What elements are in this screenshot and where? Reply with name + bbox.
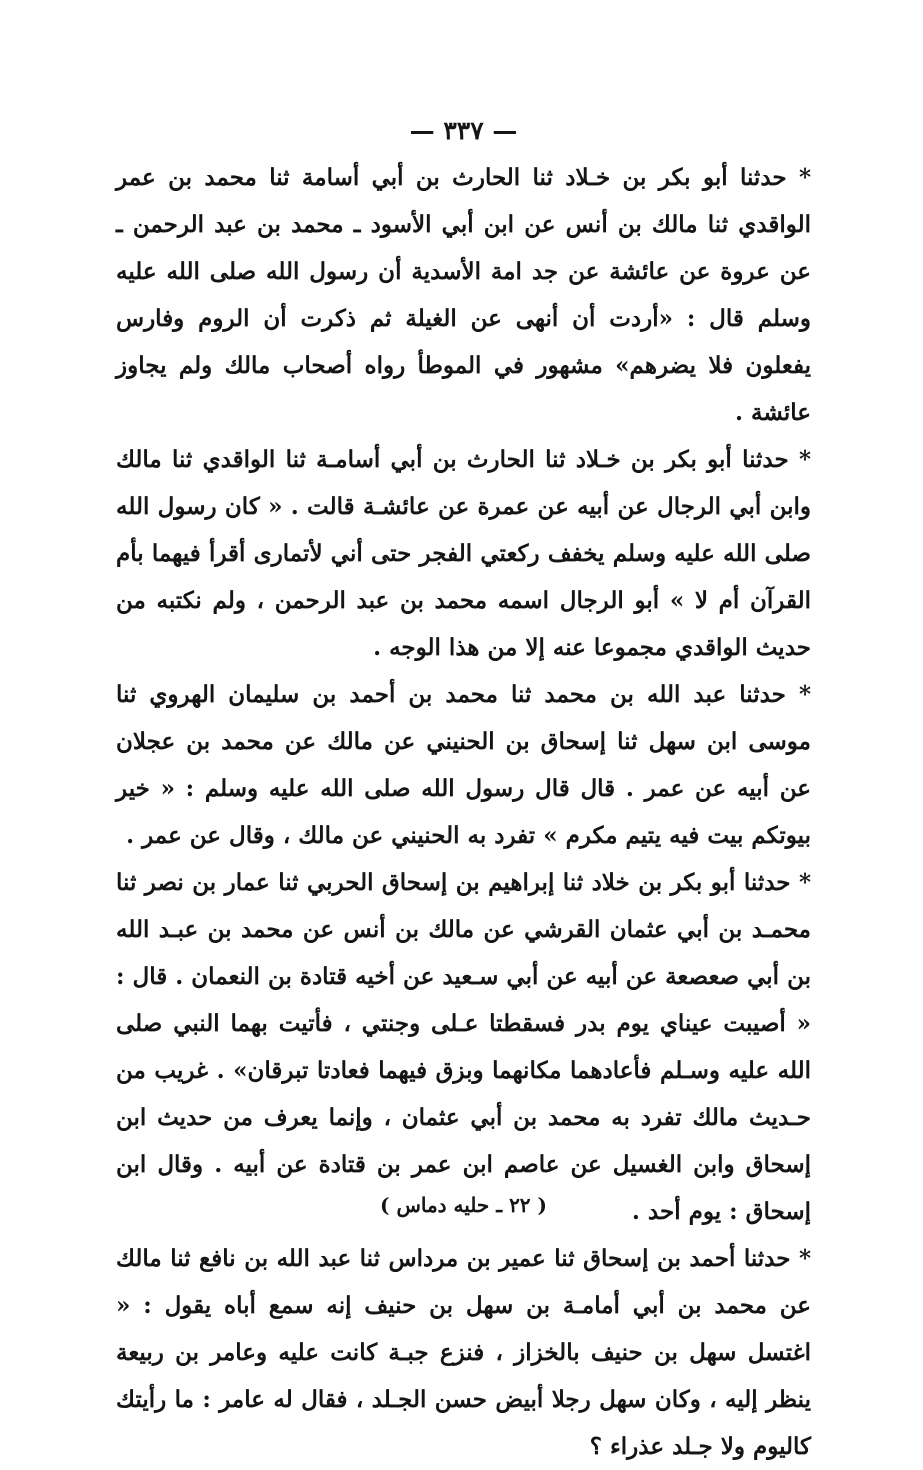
- paragraph-2: * حدثنا أبو بكر بن خـلاد ثنا الحارث بن أبي أسامـة ثنا الواقدي ثنا مالك وابن أبي الرجال عن أبيه عن عمرة عن عائشـة قالت . « كان رسول الله صلى الله عليه وسلم يخفف ركعتي الفجر حتى أني لأتمارى أقرأ فيهما بأم القرآن أم لا » أبو الرجال اسمه محمد بن عبد الرحمن ، ولم نكتبه من حديث الواقدي مجموعا عنه إلا من هذا الوجه .: [116, 446, 811, 661]
- paragraph-3: * حدثنا عبد الله بن محمد ثنا محمد بن أحمد بن سليمان الهروي ثنا موسى ابن سهل ثنا إسحاق بن الحنيني عن مالك عن محمد بن عجلان عن أبيه عن عمر . قال قال رسول الله صلى الله عليه وسلم : « خير بيوتكم بيت فيه يتيم مكرم » تفرد به الحنيني عن مالك ، وقال عن عمر .: [116, 681, 811, 849]
- footer-signature: ( ٢٢ ـ حليه دماس ): [380, 1193, 547, 1217]
- document-page: [116, 108, 811, 1460]
- paragraph-5: * حدثنا أحمد بن إسحاق ثنا عمير بن مرداس ثنا عبد الله بن نافع ثنا مالك عن محمد بن أبي أمامـة بن سهل بن حنيف إنه سمع أباه يقول : « اغتسل سهل بن حنيف بالخزاز ، فنزع جبـة كانت عليه وعامر بن ربيعة ينظر إليه ، وكان سهل رجلا أبيض حسن الجـلد ، فقال له عامر : ما رأيتك كاليوم ولا جـلد عذراء ؟: [116, 1245, 811, 1460]
- paragraph-1: * حدثنا أبو بكر بن خـلاد ثنا الحارث بن أبي أسامة ثنا محمد بن عمر الواقدي ثنا مالك بن أنس عن ابن أبي الأسود ـ محمد بن عبد الرحمن ـ عن عروة عن عائشة عن جد امة الأسدية أن رسول الله صلى الله عليه وسلم قال : «أردت أن أنهى عن الغيلة ثم ذكرت أن الروم وفارس يفعلون فلا يضرهم» مشهور في الموطأ رواه أصحاب مالك ولم يجاوز عائشة .: [116, 164, 811, 426]
- paragraph-4: * حدثنا أبو بكر بن خلاد ثنا إبراهيم بن إسحاق الحربي ثنا عمار بن نصر ثنا محمـد بن أبي عثمان القرشي عن مالك بن أنس عن محمد بن عبـد الله بن أبي صعصعة عن أبيه عن أبي سـعيد عن أخيه قتادة بن النعمان . قال : « أصيبت عيناي يوم بدر فسقطتا عـلى وجنتي ، فأتيت بهما النبي صلى الله عليه وسـلم فأعادهما مكانهما وبزق فيهما فعادتا تبرقان» . غريب من حـديث مالك تفرد به محمد بن أبي عثمان ، وإنما يعرف من حديث ابن إسحاق وابن الغسيل عن عاصم ابن عمر بن قتادة عن أبيه . وقال ابن إسحاق : يوم أحد .: [116, 869, 811, 1225]
- page-number: — ٣٣٧ —: [409, 116, 518, 145]
